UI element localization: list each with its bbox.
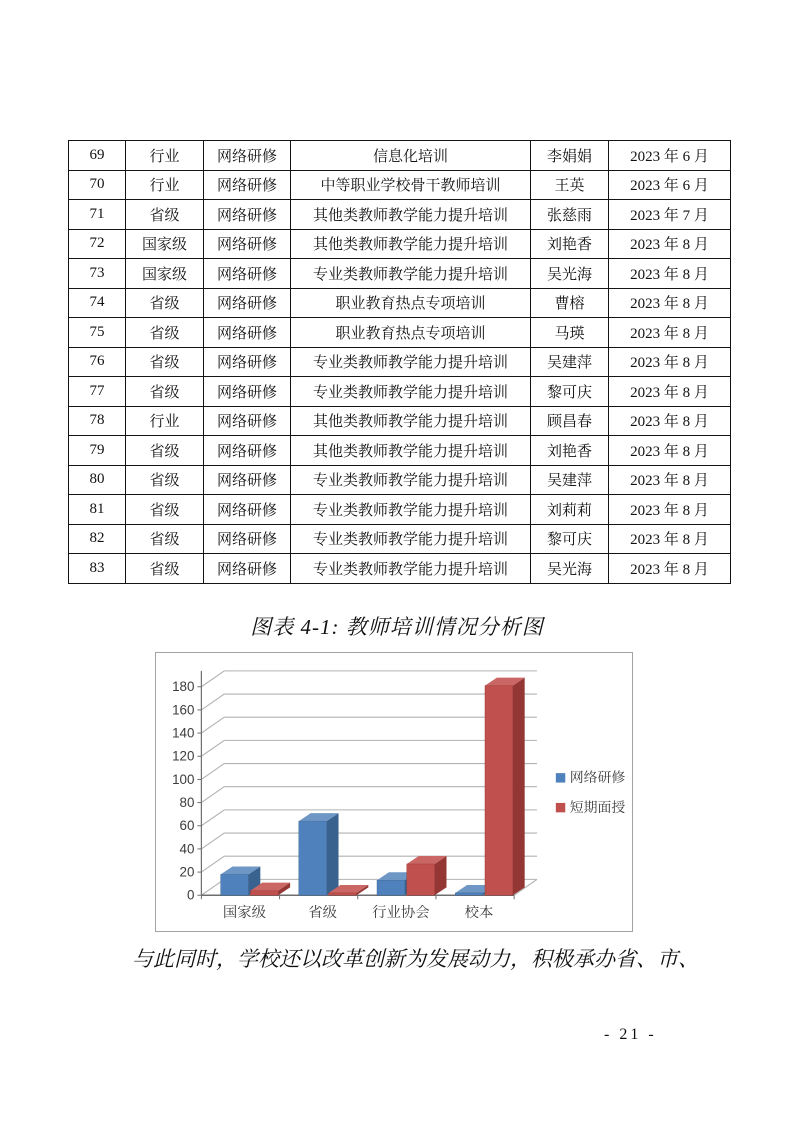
cell-course: 专业类教师教学能力提升培训	[291, 554, 531, 584]
cell-date: 2023 年 8 月	[609, 524, 731, 554]
cell-mode: 网络研修	[204, 141, 291, 171]
cell-course: 职业教育热点专项培训	[291, 318, 531, 348]
y-tick-label: 120	[172, 748, 195, 764]
cell-mode: 网络研修	[204, 554, 291, 584]
cell-date: 2023 年 8 月	[609, 406, 731, 436]
cell-no: 81	[69, 495, 126, 525]
chart-caption: 图表 4-1: 教师培训情况分析图	[250, 615, 544, 639]
cell-no: 82	[69, 524, 126, 554]
table-row	[69, 495, 731, 525]
cell-mode: 网络研修	[204, 170, 291, 200]
cell-no: 73	[69, 259, 126, 289]
body-paragraph: 与此同时，学校还以改革创新为发展动力，积极承办省、市、	[132, 947, 699, 971]
category-label: 行业协会	[372, 905, 430, 922]
bar-side-网络研修-省级	[327, 813, 339, 895]
cell-date: 2023 年 6 月	[609, 170, 731, 200]
cell-level: 省级	[126, 524, 204, 554]
cell-date: 2023 年 8 月	[609, 436, 731, 466]
cell-course: 其他类教师教学能力提升培训	[291, 436, 531, 466]
table-row	[69, 288, 731, 318]
table-row	[69, 141, 731, 171]
cell-date: 2023 年 8 月	[609, 347, 731, 377]
cell-no: 69	[69, 141, 126, 171]
cell-level: 省级	[126, 436, 204, 466]
cell-person: 李娟娟	[531, 141, 609, 171]
cell-no: 76	[69, 347, 126, 377]
cell-date: 2023 年 8 月	[609, 377, 731, 407]
table-row	[69, 406, 731, 436]
cell-mode: 网络研修	[204, 259, 291, 289]
y-tick-label: 100	[172, 771, 195, 787]
legend-label: 网络研修	[569, 769, 626, 786]
cell-person: 曹榕	[531, 288, 609, 318]
bar-短期面授-省级	[329, 893, 357, 895]
cell-mode: 网络研修	[204, 200, 291, 230]
cell-no: 78	[69, 406, 126, 436]
cell-person: 黎可庆	[531, 524, 609, 554]
cell-person: 吴光海	[531, 554, 609, 584]
cell-no: 70	[69, 170, 126, 200]
cell-date: 2023 年 6 月	[609, 141, 731, 171]
bar-chart-3d	[156, 653, 632, 931]
cell-date: 2023 年 8 月	[609, 465, 731, 495]
bar-网络研修-国家级	[221, 874, 249, 895]
cell-person: 王英	[531, 170, 609, 200]
cell-course: 中等职业学校骨干教师培训	[291, 170, 531, 200]
cell-course: 专业类教师教学能力提升培训	[291, 495, 531, 525]
cell-no: 71	[69, 200, 126, 230]
cell-no: 74	[69, 288, 126, 318]
y-tick-label: 80	[179, 795, 195, 811]
bar-网络研修-行业协会	[377, 880, 405, 895]
cell-mode: 网络研修	[204, 465, 291, 495]
cell-date: 2023 年 8 月	[609, 288, 731, 318]
cell-date: 2023 年 7 月	[609, 200, 731, 230]
cell-level: 省级	[126, 318, 204, 348]
table-row	[69, 377, 731, 407]
category-label: 校本	[464, 905, 494, 922]
legend-marker-短期面授	[556, 803, 565, 812]
cell-level: 省级	[126, 465, 204, 495]
cell-mode: 网络研修	[204, 524, 291, 554]
cell-no: 79	[69, 436, 126, 466]
y-tick-label: 140	[172, 725, 195, 741]
cell-level: 省级	[126, 288, 204, 318]
cell-mode: 网络研修	[204, 229, 291, 259]
cell-mode: 网络研修	[204, 406, 291, 436]
cell-level: 行业	[126, 406, 204, 436]
category-label: 国家级	[222, 905, 267, 922]
cell-level: 省级	[126, 495, 204, 525]
table-row	[69, 436, 731, 466]
cell-course: 专业类教师教学能力提升培训	[291, 259, 531, 289]
cell-person: 刘艳香	[531, 229, 609, 259]
cell-date: 2023 年 8 月	[609, 259, 731, 289]
cell-course: 专业类教师教学能力提升培训	[291, 465, 531, 495]
cell-course: 其他类教师教学能力提升培训	[291, 229, 531, 259]
bar-网络研修-省级	[299, 821, 327, 895]
cell-level: 国家级	[126, 229, 204, 259]
bar-短期面授-校本	[485, 686, 513, 896]
cell-person: 刘艳香	[531, 436, 609, 466]
table-row	[69, 259, 731, 289]
cell-mode: 网络研修	[204, 436, 291, 466]
cell-level: 行业	[126, 141, 204, 171]
cell-person: 马瑛	[531, 318, 609, 348]
y-tick-label: 0	[186, 887, 195, 903]
cell-person: 吴光海	[531, 259, 609, 289]
cell-no: 75	[69, 318, 126, 348]
training-analysis-chart	[155, 652, 633, 932]
cell-mode: 网络研修	[204, 377, 291, 407]
gridline	[201, 671, 537, 687]
bar-短期面授-国家级	[250, 891, 278, 896]
table-row	[69, 347, 731, 377]
cell-level: 国家级	[126, 259, 204, 289]
cell-level: 省级	[126, 554, 204, 584]
cell-mode: 网络研修	[204, 288, 291, 318]
cell-mode: 网络研修	[204, 495, 291, 525]
table-row	[69, 170, 731, 200]
table-row	[69, 465, 731, 495]
cell-course: 专业类教师教学能力提升培训	[291, 377, 531, 407]
y-tick-label: 40	[179, 841, 195, 857]
cell-mode: 网络研修	[204, 347, 291, 377]
cell-date: 2023 年 8 月	[609, 318, 731, 348]
cell-person: 吴建萍	[531, 347, 609, 377]
y-tick-label: 20	[179, 864, 195, 880]
cell-person: 黎可庆	[531, 377, 609, 407]
table-row	[69, 318, 731, 348]
cell-course: 其他类教师教学能力提升培训	[291, 200, 531, 230]
cell-person: 张慈雨	[531, 200, 609, 230]
cell-course: 专业类教师教学能力提升培训	[291, 347, 531, 377]
cell-date: 2023 年 8 月	[609, 495, 731, 525]
legend-label: 短期面授	[569, 798, 626, 815]
bar-side-短期面授-校本	[513, 678, 525, 896]
bar-网络研修-校本	[455, 893, 483, 895]
cell-level: 行业	[126, 170, 204, 200]
table-row	[69, 229, 731, 259]
cell-no: 77	[69, 377, 126, 407]
cell-mode: 网络研修	[204, 318, 291, 348]
cell-no: 72	[69, 229, 126, 259]
training-table-body	[69, 141, 731, 584]
cell-date: 2023 年 8 月	[609, 229, 731, 259]
cell-level: 省级	[126, 347, 204, 377]
cell-no: 83	[69, 554, 126, 584]
cell-date: 2023 年 8 月	[609, 554, 731, 584]
category-label: 省级	[308, 905, 338, 922]
table-row	[69, 200, 731, 230]
page-number: - 21 -	[604, 1026, 657, 1043]
cell-course: 专业类教师教学能力提升培训	[291, 524, 531, 554]
cell-person: 顾昌春	[531, 406, 609, 436]
cell-person: 刘莉莉	[531, 495, 609, 525]
cell-course: 信息化培训	[291, 141, 531, 171]
y-tick-label: 180	[172, 679, 195, 695]
cell-level: 省级	[126, 200, 204, 230]
bar-短期面授-行业协会	[407, 864, 435, 895]
table-row	[69, 554, 731, 584]
cell-no: 80	[69, 465, 126, 495]
cell-course: 其他类教师教学能力提升培训	[291, 406, 531, 436]
y-tick-label: 160	[172, 702, 195, 718]
training-records-table	[68, 140, 731, 584]
legend-marker-网络研修	[556, 773, 565, 782]
y-tick-label: 60	[179, 818, 195, 834]
cell-level: 省级	[126, 377, 204, 407]
table-row	[69, 524, 731, 554]
cell-course: 职业教育热点专项培训	[291, 288, 531, 318]
cell-person: 吴建萍	[531, 465, 609, 495]
